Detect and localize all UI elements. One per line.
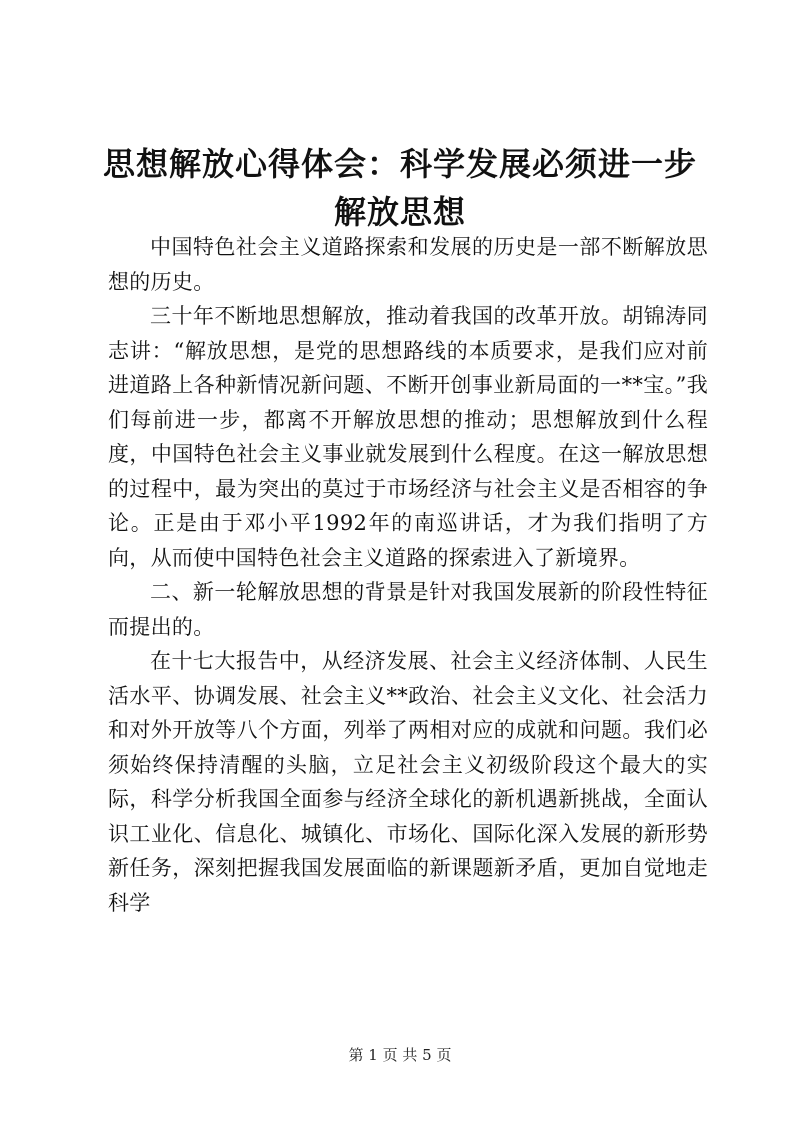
page-footer: 第 1 页 共 5 页 <box>348 1046 452 1064</box>
document-title: 思想解放心得体会：科学发展必须进一步解放思想 <box>102 145 697 231</box>
document-body <box>108 230 708 920</box>
paragraph-3: 二、新一轮解放思想的背景是针对我国发展新的阶段性特征而提出的。 <box>108 580 708 639</box>
paragraph-2: 三十年不断地思想解放，推动着我国的改革开放。胡锦涛同志讲：“解放思想，是党的思想路线的本质要求，是我们应对前进道路上各种新情况新问题、不断开创事业新局面的一**宝。”我们每前进一步，都离不开解放思想的推动；思想解放到什么程度，中国特色社会主义事业就发展到什么程度。在这一解放思想的过程中，最为突出的莫过于市场经济与社会主义是否相容的争论。正是由于邓小平1992年的南巡讲话，才为我们指明了方向，从而使中国特色社会主义道路的探索进入了新境界。 <box>108 304 708 570</box>
paragraph-4: 在十七大报告中，从经济发展、社会主义经济体制、人民生活水平、协调发展、社会主义**政治、社会主义文化、社会活力和对外开放等八个方面，列举了两相对应的成就和问题。我们必须始终保持清醒的头脑，立足社会主义初级阶段这个最大的实际，科学分析我国全面参与经济全球化的新机遇新挑战，全面认识工业化、信息化、城镇化、市场化、国际化深入发展的新形势新任务，深刻把握我国发展面临的新课题新矛盾，更加自觉地走科学 <box>108 649 708 915</box>
paragraph-1: 中国特色社会主义道路探索和发展的历史是一部不断解放思想的历史。 <box>108 235 708 294</box>
